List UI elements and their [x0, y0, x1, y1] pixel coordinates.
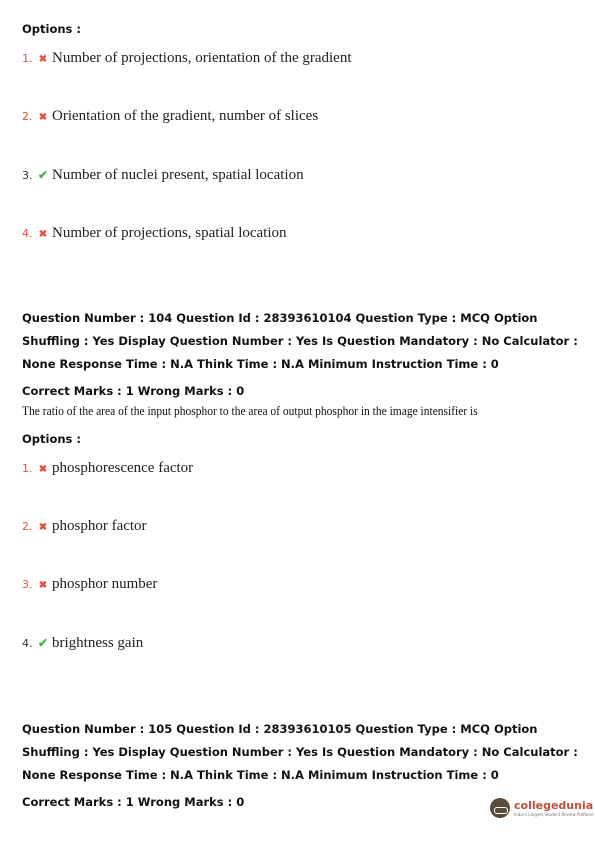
option-3 — [22, 167, 304, 184]
logo-tagline: India's Largest Student Review Platform — [514, 812, 594, 817]
option-number: 4. — [22, 227, 33, 240]
option-text: Orientation of the gradient, number of slices — [52, 108, 319, 124]
options-label: Options : — [22, 22, 81, 36]
option-number: 3. — [22, 578, 33, 591]
option-number: 1. — [22, 462, 33, 475]
cross-icon: ✖ — [38, 112, 48, 123]
option-1 — [22, 50, 352, 67]
question-meta: Question Number : 104 Question Id : 28393610104 Question Type : MCQ Option Shuffling : Yes Display Question Number : Yes Is Question Mandatory : No Calculator : None Response Time : N.A Think Time : N.A Minimum Instruction Time : 0 — [22, 311, 578, 371]
logo-name: collegedunia — [514, 799, 594, 812]
option-number: 4. — [22, 637, 33, 650]
check-icon: ✔ — [37, 636, 49, 650]
option-1 — [22, 460, 193, 477]
question-meta: Question Number : 105 Question Id : 28393610105 Question Type : MCQ Option Shuffling : Yes Display Question Number : Yes Is Question Mandatory : No Calculator : None Response Time : N.A Think Time : N.A Minimum Instruction Time : 0 — [22, 722, 578, 782]
option-4 — [22, 635, 143, 652]
option-number: 2. — [22, 110, 33, 123]
cross-icon: ✖ — [38, 580, 48, 591]
check-icon: ✔ — [37, 168, 49, 182]
marks-line: Correct Marks : 1 Wrong Marks : 0 — [22, 795, 245, 809]
option-2 — [22, 108, 318, 125]
cross-icon: ✖ — [38, 229, 48, 240]
cross-icon: ✖ — [38, 464, 48, 475]
marks-line: Correct Marks : 1 Wrong Marks : 0 — [22, 384, 245, 398]
option-text: phosphor number — [52, 576, 158, 592]
option-3 — [22, 576, 157, 593]
option-text: brightness gain — [52, 635, 144, 651]
option-text: phosphor factor — [52, 518, 147, 534]
options-label: Options : — [22, 432, 81, 446]
cross-icon: ✖ — [38, 522, 48, 533]
option-text: Number of projections, orientation of the gradient — [52, 50, 352, 66]
option-text: Number of nuclei present, spatial location — [52, 167, 304, 183]
collegedunia-logo — [490, 798, 594, 818]
option-number: 1. — [22, 52, 33, 65]
option-4 — [22, 225, 287, 242]
option-text: phosphorescence factor — [52, 460, 194, 476]
cross-icon: ✖ — [38, 54, 48, 65]
option-text: Number of projections, spatial location — [52, 225, 287, 241]
question-text: The ratio of the area of the input phosphor to the area of output phosphor in the image intensifier is — [22, 404, 478, 418]
mascot-icon — [490, 798, 510, 818]
option-2 — [22, 518, 147, 535]
option-number: 3. — [22, 169, 33, 182]
option-number: 2. — [22, 520, 33, 533]
